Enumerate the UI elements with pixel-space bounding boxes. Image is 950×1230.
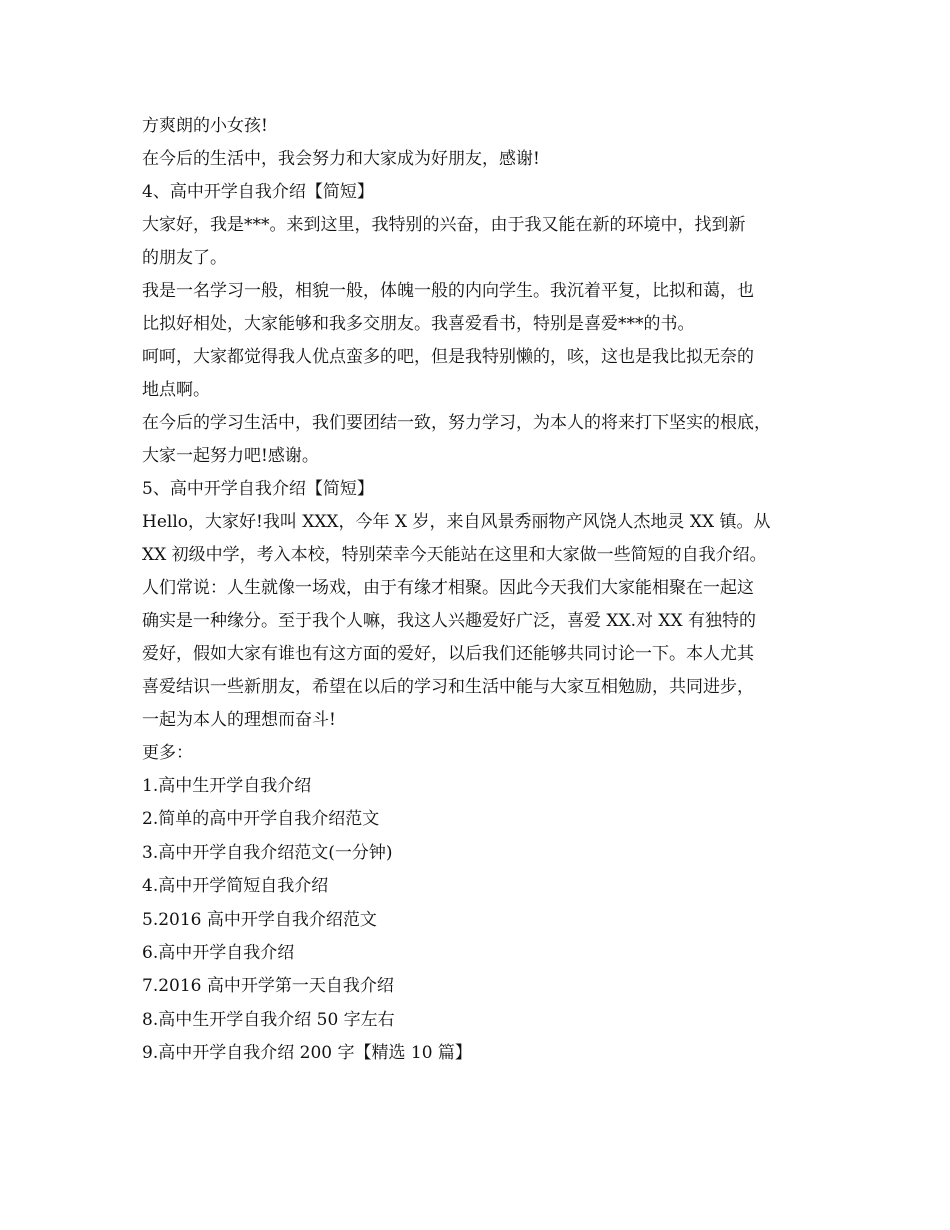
list-item: 6.高中开学自我介绍 xyxy=(142,942,295,963)
list-item: 3.高中开学自我介绍范文(一分钟) xyxy=(142,842,393,863)
list-item: 7.2016 高中开学第一天自我介绍 xyxy=(142,976,394,997)
section-4-paragraph-3 xyxy=(142,347,832,400)
section-4-paragraph-4 xyxy=(142,413,832,466)
text-line: 爱好，假如大家有谁也有这方面的爱好，以后我们还能够共同讨论一下。本人尤其 xyxy=(142,644,754,664)
more-list xyxy=(142,776,832,1063)
more-label: 更多： xyxy=(142,743,193,763)
document-body xyxy=(142,116,832,1077)
section-5-heading: 5、高中开学自我介绍【简短】 xyxy=(142,479,374,499)
text-line: 呵呵，大家都觉得我人优点蛮多的吧，但是我特别懒的，咳，这也是我比拟无奈的 xyxy=(142,347,754,367)
text-line: 方爽朗的小女孩! xyxy=(142,116,268,136)
text-line: 一起为本人的理想而奋斗! xyxy=(142,710,336,730)
text-line: 在今后的生活中，我会努力和大家成为好朋友，感谢! xyxy=(142,149,540,169)
section-4-paragraph-2 xyxy=(142,281,832,334)
text-line: 大家好，我是***。来到这里，我特别的兴奋，由于我又能在新的环境中，找到新 xyxy=(142,215,746,235)
text-line: 我是一名学习一般，相貌一般，体魄一般的内向学生。我沉着平复，比拟和蔼，也 xyxy=(142,281,754,301)
text-line: 比拟好相处，大家能够和我多交朋友。我喜爱看书，特别是喜爱***的书。 xyxy=(142,314,695,334)
list-item: 9.高中开学自我介绍 200 字【精选 10 篇】 xyxy=(142,1043,472,1064)
section-4-heading: 4、高中开学自我介绍【简短】 xyxy=(142,182,374,202)
text-line: Hello，大家好!我叫 XXX，今年 X 岁，来自风景秀丽物产风饶人杰地灵 XX 镇。从 xyxy=(142,512,771,532)
text-line: 的朋友了。 xyxy=(142,248,227,268)
text-line: 地点啊。 xyxy=(142,380,210,400)
list-item: 4.高中开学简短自我介绍 xyxy=(142,876,329,897)
text-line: XX 初级中学，考入本校，特别荣幸今天能站在这里和大家做一些简短的自我介绍。 xyxy=(142,545,767,565)
section-4-paragraph-1 xyxy=(142,215,832,268)
intro-tail xyxy=(142,116,832,169)
text-line: 确实是一种缘分。至于我个人嘛，我这人兴趣爱好广泛，喜爱 XX.对 XX 有独特的 xyxy=(142,611,757,631)
text-line: 在今后的学习生活中，我们要团结一致，努力学习，为本人的将来打下坚实的根底， xyxy=(142,413,771,433)
section-5-paragraph xyxy=(142,512,832,730)
list-item: 1.高中生开学自我介绍 xyxy=(142,776,312,796)
text-line: 人们常说：人生就像一场戏，由于有缘才相聚。因此今天我们大家能相聚在一起这 xyxy=(142,578,754,598)
list-item: 8.高中生开学自我介绍 50 字左右 xyxy=(142,1009,395,1030)
list-item: 5.2016 高中开学自我介绍范文 xyxy=(142,909,377,930)
text-line: 大家一起努力吧!感谢。 xyxy=(142,446,319,466)
text-line: 喜爱结识一些新朋友，希望在以后的学习和生活中能与大家互相勉励，共同进步， xyxy=(142,677,754,697)
list-item: 2.简单的高中开学自我介绍范文 xyxy=(142,809,380,830)
